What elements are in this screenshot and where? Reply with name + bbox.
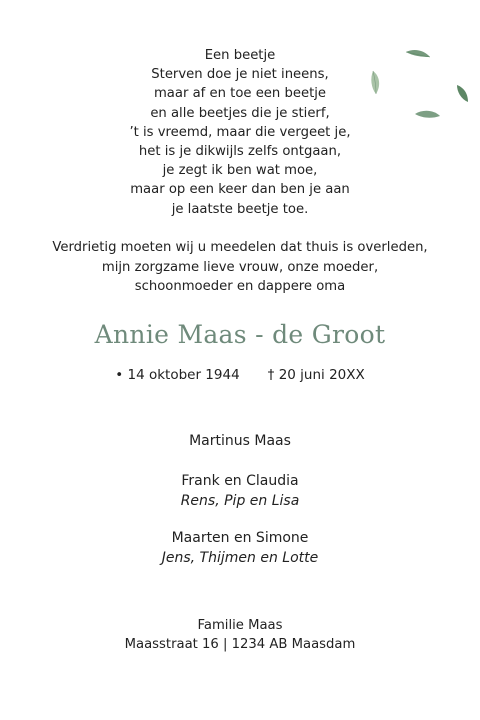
announcement-line: mijn zorgzame lieve vrouw, onze moeder, (101, 259, 379, 275)
relative-group (0, 472, 480, 511)
grandchildren-names: Jens, Thijmen en Lotte (161, 549, 319, 566)
announcement-line: Verdrietig moeten wij u meedelen dat thuis is overleden, (52, 240, 428, 255)
poem-line: maar op een keer dan ben je aan (130, 182, 350, 198)
relative-group (0, 529, 480, 568)
family-name: Familie Maas (197, 618, 283, 633)
relative-names: Martinus Maas (189, 433, 291, 449)
relative-group (0, 432, 480, 452)
announcement (0, 238, 480, 297)
poem-line: het is je dikwijls zelfs ontgaan, (138, 144, 342, 160)
poem-line: je zegt ik ben wat moe, (162, 163, 318, 179)
birth-date: • 14 oktober 1944 (115, 367, 240, 383)
grandchildren-names: Rens, Pip en Lisa (180, 492, 300, 509)
relative-names: Frank en Claudia (181, 473, 299, 489)
poem-line: je laatste beetje toe. (171, 201, 309, 217)
deceased-name: Annie Maas - de Groot (94, 320, 386, 349)
relative-names: Maarten en Simone (171, 530, 309, 546)
poem (0, 46, 480, 219)
poem-line: Sterven doe je niet ineens, (151, 67, 329, 83)
life-dates (0, 367, 480, 383)
poem-line: ’t is vreemd, maar die vergeet je, (129, 124, 351, 140)
death-date: † 20 juni 20XX (267, 367, 365, 383)
family-address (0, 617, 480, 654)
address: Maasstraat 16 | 1234 AB Maasdam (124, 636, 356, 652)
poem-line: Een beetje (204, 48, 276, 63)
poem-line: maar af en toe een beetje (153, 86, 327, 102)
poem-line: en alle beetjes die je stierf, (150, 105, 330, 121)
announcement-line: schoonmoeder en dappere oma (134, 279, 346, 294)
